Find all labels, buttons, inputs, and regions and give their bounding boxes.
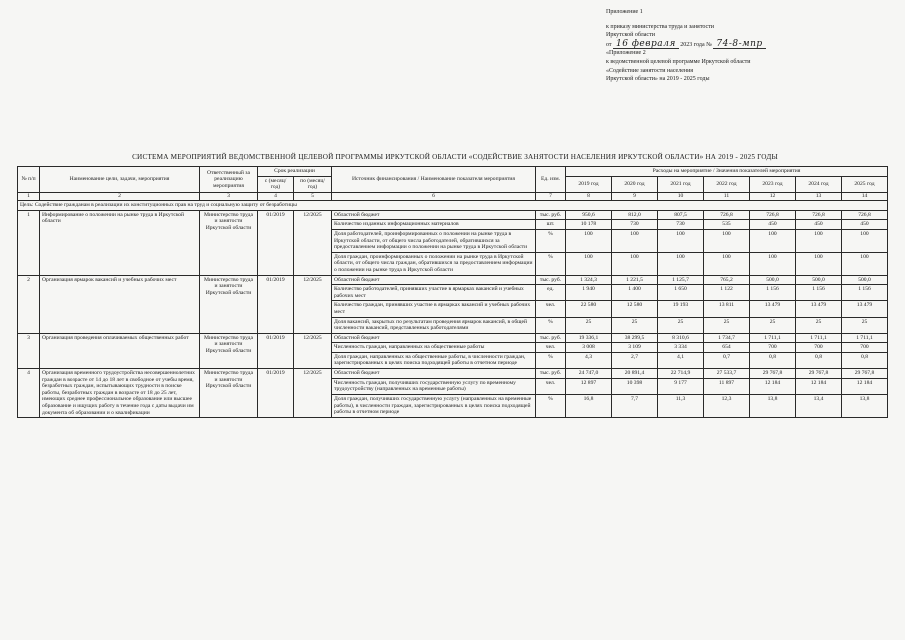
indicator-unit: шт.: [536, 220, 566, 230]
value-cell: 100: [658, 252, 704, 275]
activity-name: Информирование о положении на рынке труда в Иркутской области: [40, 210, 200, 275]
value-cell: 12 184: [842, 378, 888, 394]
value-cell: 29 767,8: [750, 369, 796, 379]
program-table: [17, 166, 888, 418]
activity-term-from: 01/2019: [258, 210, 294, 275]
value-cell: 19 193: [658, 301, 704, 317]
column-number: 9: [612, 192, 658, 200]
value-cell: 500,0: [842, 275, 888, 285]
header-year: 2020 год: [612, 176, 658, 192]
value-cell: 1 221,5: [612, 275, 658, 285]
header-expenses: Расходы на мероприятие / Значения показателей мероприятия: [566, 167, 888, 177]
value-cell: 0,8: [796, 352, 842, 368]
appendix-line: «Содействие занятости населения: [606, 67, 694, 74]
value-cell: 8 310,6: [658, 333, 704, 343]
value-cell: 11,3: [658, 395, 704, 418]
value-cell: 807,5: [658, 210, 704, 220]
value-cell: 1 125,7: [658, 275, 704, 285]
header-term-from: с (месяц/ год): [258, 176, 294, 192]
value-cell: 1 650: [658, 285, 704, 301]
handwritten-order-number: 74-8-мпр: [713, 40, 765, 50]
indicator-name: Областной бюджет: [332, 275, 536, 285]
value-cell: 1 400: [612, 285, 658, 301]
header-source: Источник финансирования / Наименование показателя мероприятия: [332, 167, 536, 193]
value-cell: 29 767,8: [842, 369, 888, 379]
value-cell: 3 334: [658, 343, 704, 353]
order-date-line: [606, 40, 896, 50]
value-cell: 12 897: [566, 378, 612, 394]
header-year: 2025 год: [842, 176, 888, 192]
value-cell: 812,0: [612, 210, 658, 220]
value-cell: 726,8: [796, 210, 842, 220]
date-prefix: от: [606, 41, 612, 48]
column-number: 11: [704, 192, 750, 200]
value-cell: 2,7: [612, 352, 658, 368]
activity-term-from: 01/2019: [258, 333, 294, 368]
value-cell: 1 156: [750, 285, 796, 301]
value-cell: 29 767,8: [796, 369, 842, 379]
value-cell: 950,6: [566, 210, 612, 220]
value-cell: 535: [704, 220, 750, 230]
value-cell: 500,0: [750, 275, 796, 285]
indicator-name: Численность граждан, получивших государственную услугу по временному трудоустройству (направленных на временные работы): [332, 378, 536, 394]
value-cell: 100: [612, 229, 658, 252]
value-cell: 1 711,1: [842, 333, 888, 343]
header-responsible: Ответственный за реализацию мероприятия: [200, 167, 258, 193]
header-term: Срок реализации: [258, 167, 332, 177]
value-cell: 654: [704, 343, 750, 353]
column-number-row: [18, 192, 888, 200]
indicator-name: Количество граждан, принявших участие в ярмарках вакансий и учебных рабочих мест: [332, 301, 536, 317]
appendix-header: [606, 8, 896, 84]
value-cell: 25: [566, 317, 612, 333]
indicator-unit: тыс. руб.: [536, 210, 566, 220]
value-cell: 726,8: [704, 210, 750, 220]
value-cell: 38 299,5: [612, 333, 658, 343]
indicator-name: Доля граждан, направленных на общественные работы, в численности граждан, зарегистрированных в целях поиска подходящей работы в отчетном периоде: [332, 352, 536, 368]
handwritten-date: 16 февраля: [613, 40, 679, 50]
indicator-unit: тыс. руб.: [536, 275, 566, 285]
value-cell: 24 747,0: [566, 369, 612, 379]
activity-name: Организация ярмарок вакансий и учебных рабочих мест: [40, 275, 200, 333]
value-cell: 10 178: [566, 220, 612, 230]
indicator-unit: тыс. руб.: [536, 369, 566, 379]
header-year: 2022 год: [704, 176, 750, 192]
indicator-unit: ед.: [536, 285, 566, 301]
goal-row: [18, 200, 888, 210]
column-number: 8: [566, 192, 612, 200]
value-cell: 0,8: [842, 352, 888, 368]
header-year: 2023 год: [750, 176, 796, 192]
value-cell: 100: [796, 252, 842, 275]
value-cell: 700: [842, 343, 888, 353]
header-unit: Ед. изм.: [536, 167, 566, 193]
value-cell: 1 122: [704, 285, 750, 301]
value-cell: 22 580: [566, 301, 612, 317]
value-cell: 25: [796, 317, 842, 333]
activity-number: 2: [18, 275, 40, 333]
value-cell: 12,3: [704, 395, 750, 418]
value-cell: 1 156: [796, 285, 842, 301]
activity-term-to: 12/2025: [294, 369, 332, 418]
activity-term-to: 12/2025: [294, 210, 332, 275]
activity-responsible: Министерство труда и занятости Иркутской области: [200, 275, 258, 333]
value-cell: 100: [842, 252, 888, 275]
value-cell: 726,8: [842, 210, 888, 220]
value-cell: 12 580: [612, 301, 658, 317]
table-row: [18, 275, 888, 285]
column-number: 13: [796, 192, 842, 200]
appendix-line: «Приложение 2: [606, 50, 646, 57]
indicator-name: Областной бюджет: [332, 369, 536, 379]
header-year: 2019 год: [566, 176, 612, 192]
value-cell: 25: [612, 317, 658, 333]
header-no: № п/п: [18, 167, 40, 193]
indicator-name: Численность граждан, направленных на общественные работы: [332, 343, 536, 353]
header-term-to: по (месяц/ год): [294, 176, 332, 192]
value-cell: 450: [796, 220, 842, 230]
activity-term-to: 12/2025: [294, 333, 332, 368]
column-number: 12: [750, 192, 796, 200]
value-cell: 19 336,1: [566, 333, 612, 343]
activity-number: 3: [18, 333, 40, 368]
value-cell: 1 940: [566, 285, 612, 301]
value-cell: 7,7: [612, 395, 658, 418]
value-cell: 13 479: [750, 301, 796, 317]
activity-number: 4: [18, 369, 40, 418]
indicator-name: Областной бюджет: [332, 210, 536, 220]
value-cell: 13 811: [704, 301, 750, 317]
value-cell: 4,3: [566, 352, 612, 368]
document-title: СИСТЕМА МЕРОПРИЯТИЙ ВЕДОМСТВЕННОЙ ЦЕЛЕВОЙ ПРОГРАММЫ ИРКУТСКОЙ ОБЛАСТИ «СОДЕЙСТВИЕ ЗАНЯТОСТИ НАСЕЛЕНИЯ ИРКУТСКОЙ ОБЛАСТИ» НА 2019 - 2025 ГОДЫ: [132, 153, 778, 161]
value-cell: 1 711,1: [750, 333, 796, 343]
activity-term-to: 12/2025: [294, 275, 332, 333]
value-cell: 13,8: [842, 395, 888, 418]
appendix-line: к приказу министерства труда и занятости: [606, 23, 715, 30]
value-cell: 20 891,4: [612, 369, 658, 379]
value-cell: 100: [612, 252, 658, 275]
activity-responsible: Министерство труда и занятости Иркутской области: [200, 210, 258, 275]
indicator-unit: чел.: [536, 301, 566, 317]
value-cell: 1 711,1: [796, 333, 842, 343]
activity-term-from: 01/2019: [258, 275, 294, 333]
value-cell: 12 184: [796, 378, 842, 394]
value-cell: 11 897: [704, 378, 750, 394]
indicator-name: Доля граждан, получивших государственную услугу (направленных на временные работы), в численности граждан, зарегистрированных в целях поиска подходящей работы в отчетном периоде: [332, 395, 536, 418]
value-cell: 100: [566, 229, 612, 252]
indicator-unit: тыс. руб.: [536, 333, 566, 343]
value-cell: 9 177: [658, 378, 704, 394]
value-cell: 22 714,9: [658, 369, 704, 379]
value-cell: 25: [658, 317, 704, 333]
table-row: [18, 210, 888, 220]
appendix-line: Иркутской области: [606, 32, 655, 39]
column-number: 5: [294, 192, 332, 200]
indicator-unit: %: [536, 352, 566, 368]
column-number: 6: [332, 192, 536, 200]
indicator-unit: %: [536, 317, 566, 333]
value-cell: 500,0: [796, 275, 842, 285]
table-row: [18, 369, 888, 379]
value-cell: 100: [658, 229, 704, 252]
value-cell: 0,7: [704, 352, 750, 368]
column-number: 4: [258, 192, 294, 200]
indicator-name: Областной бюджет: [332, 333, 536, 343]
date-suffix: 2023 года №: [680, 41, 712, 48]
value-cell: 1 156: [842, 285, 888, 301]
value-cell: 12 184: [750, 378, 796, 394]
indicator-unit: чел.: [536, 343, 566, 353]
column-number: 14: [842, 192, 888, 200]
value-cell: 765,2: [704, 275, 750, 285]
value-cell: 700: [796, 343, 842, 353]
value-cell: 13 479: [796, 301, 842, 317]
activity-name: Организация временного трудоустройства несовершеннолетних граждан в возрасте от 14 до 18 лет в свободное от учебы время, безработных граждан, испытывающих трудности в поиске работы, безработных граждан в возрасте от 18 до 25 лет, имеющих среднее профессиональное образование или высшее образование и ищущих работу в течение года с даты выдачи им документа об образовании и о квалификации: [40, 369, 200, 418]
activity-term-from: 01/2019: [258, 369, 294, 418]
value-cell: 10 398: [612, 378, 658, 394]
indicator-unit: %: [536, 395, 566, 418]
value-cell: 13,4: [796, 395, 842, 418]
header-year: 2024 год: [796, 176, 842, 192]
value-cell: 3 109: [612, 343, 658, 353]
column-number: 2: [40, 192, 200, 200]
value-cell: 100: [704, 252, 750, 275]
activity-name: Организация проведения оплачиваемых общественных работ: [40, 333, 200, 368]
indicator-name: Доля работодателей, проинформированных о положении на рынке труда в Иркутской области, от общего числа работодателей, обратившихся за предоставлением информации о положении на рынке труда в Иркутской области: [332, 229, 536, 252]
indicator-unit: %: [536, 252, 566, 275]
column-number: 1: [18, 192, 40, 200]
activity-number: 1: [18, 210, 40, 275]
value-cell: 25: [842, 317, 888, 333]
value-cell: 4,1: [658, 352, 704, 368]
value-cell: 700: [750, 343, 796, 353]
value-cell: 450: [750, 220, 796, 230]
value-cell: 13 479: [842, 301, 888, 317]
activity-responsible: Министерство труда и занятости Иркутской области: [200, 369, 258, 418]
indicator-name: Количество изданных информационных материалов: [332, 220, 536, 230]
indicator-name: Количество работодателей, принявших участие в ярмарках вакансий и учебных рабочих мест: [332, 285, 536, 301]
appendix-line: к ведомственной целевой программе Иркутской области: [606, 58, 751, 65]
indicator-unit: чел.: [536, 378, 566, 394]
value-cell: 25: [750, 317, 796, 333]
column-number: 7: [536, 192, 566, 200]
value-cell: 100: [750, 252, 796, 275]
value-cell: 13,8: [750, 395, 796, 418]
value-cell: 0,8: [750, 352, 796, 368]
value-cell: 730: [658, 220, 704, 230]
value-cell: 27 533,7: [704, 369, 750, 379]
value-cell: 100: [842, 229, 888, 252]
activity-responsible: Министерство труда и занятости Иркутской области: [200, 333, 258, 368]
value-cell: 1 734,7: [704, 333, 750, 343]
value-cell: 16,8: [566, 395, 612, 418]
value-cell: 726,8: [750, 210, 796, 220]
header-name: Наименование цели, задачи, мероприятия: [40, 167, 200, 193]
value-cell: 3 008: [566, 343, 612, 353]
indicator-name: Доля граждан, проинформированных о положении на рынке труда в Иркутской области, от общего числа граждан, обратившихся за предоставлением информации о положении на рынке труда в Иркутской области: [332, 252, 536, 275]
value-cell: 100: [704, 229, 750, 252]
indicator-unit: %: [536, 229, 566, 252]
value-cell: 100: [750, 229, 796, 252]
value-cell: 450: [842, 220, 888, 230]
value-cell: 100: [796, 229, 842, 252]
column-number: 10: [658, 192, 704, 200]
value-cell: 730: [612, 220, 658, 230]
table-row: [18, 333, 888, 343]
table-body: [18, 200, 888, 417]
appendix-line: Иркутской области» на 2019 - 2025 годы: [606, 76, 710, 83]
column-number: 3: [200, 192, 258, 200]
value-cell: 25: [704, 317, 750, 333]
value-cell: 100: [566, 252, 612, 275]
indicator-name: Доля вакансий, закрытых по результатам проведения ярмарок вакансий, в общей численности вакансий, представленных работодателями: [332, 317, 536, 333]
appendix-line: Приложение 1: [606, 9, 643, 15]
header-year: 2021 год: [658, 176, 704, 192]
goal-text: Цель: Содействие гражданам в реализации их конституционных прав на труд и социальную защиту от безработицы: [18, 200, 888, 210]
value-cell: 1 324,3: [566, 275, 612, 285]
